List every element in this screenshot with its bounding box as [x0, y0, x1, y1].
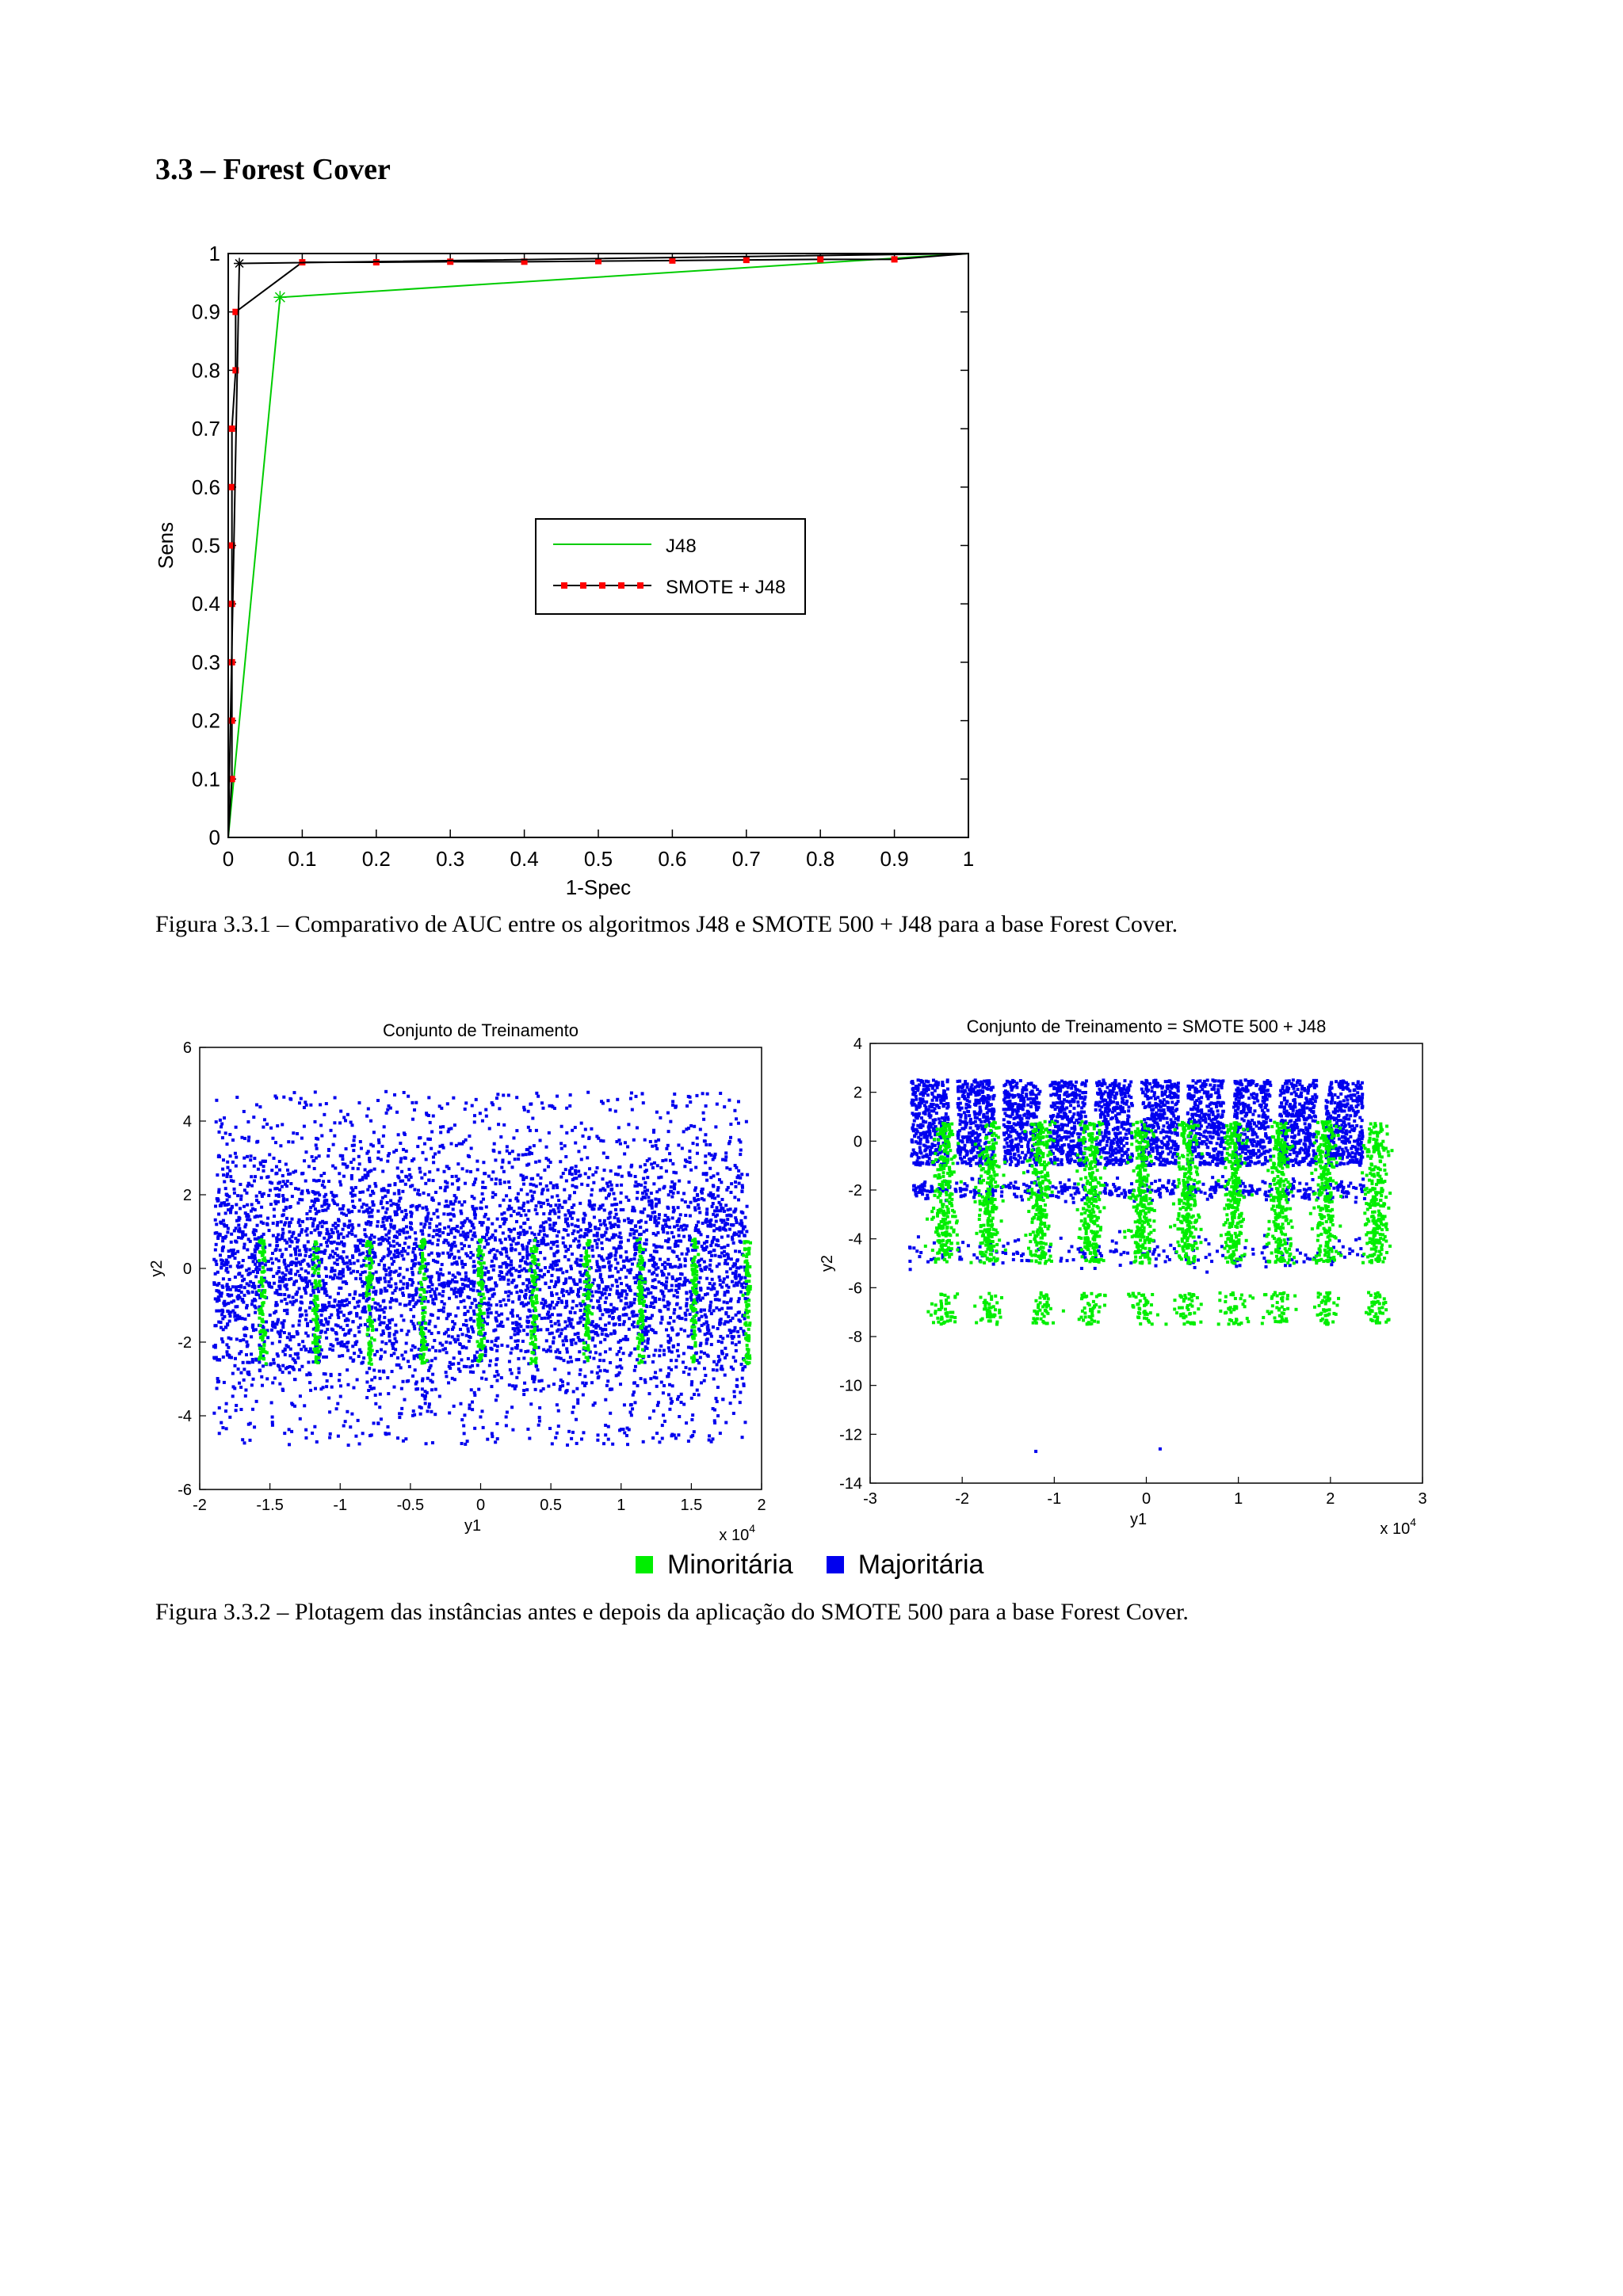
- x-tick-label: 1: [617, 1497, 626, 1514]
- x-tick-label: 1.5: [680, 1497, 703, 1514]
- x-tick-label: -1.5: [256, 1497, 284, 1514]
- legend-label-j48: J48: [666, 536, 697, 557]
- y-tick-label: 0.9: [191, 299, 220, 324]
- y-tick-label: 0.4: [191, 592, 220, 616]
- scatter-title: Conjunto de Treinamento: [382, 1020, 579, 1040]
- x-axis-label: y1: [464, 1517, 482, 1535]
- y-tick-label: 0.1: [191, 767, 220, 791]
- x-tick-label: 0.5: [540, 1497, 563, 1514]
- y-tick-label: -4: [178, 1408, 192, 1425]
- x-tick-label: 2: [757, 1497, 766, 1514]
- x-tick-label: 0.4: [510, 847, 539, 871]
- y-tick-label: -6: [178, 1482, 192, 1499]
- x-tick-label: 0.2: [361, 847, 391, 871]
- y-tick-label: 6: [182, 1039, 192, 1057]
- x-tick-label: 0.7: [731, 847, 761, 871]
- y-tick-label: 0.5: [191, 533, 220, 558]
- y-axis-label: y2: [148, 1260, 166, 1277]
- x-tick-label: 0.6: [658, 847, 687, 871]
- figure-1-caption: Figura 3.3.1 – Comparativo de AUC entre os algoritmos J48 e SMOTE 500 + J48 para a base Forest Cover.: [155, 911, 1178, 937]
- legend-label-smote: SMOTE + J48: [666, 577, 786, 598]
- y-tick-label: 0: [208, 826, 220, 849]
- y-tick-label: 0.7: [191, 417, 220, 441]
- x-tick-label: -2: [193, 1497, 207, 1514]
- x-tick-label: 0.8: [806, 847, 835, 871]
- x-tick-label: -1: [333, 1497, 348, 1514]
- x-tick-label: 0: [222, 847, 235, 871]
- y-tick-label: 0.3: [191, 650, 220, 674]
- y-tick-label: 0.8: [191, 358, 220, 383]
- x-tick-label: 1: [962, 847, 975, 871]
- x-tick-label: -0.5: [396, 1497, 425, 1514]
- x-tick-label: 0.3: [436, 847, 465, 871]
- x-tick-label: 0.9: [880, 847, 909, 871]
- y-tick-label: 4: [182, 1113, 192, 1131]
- section-title: 3.3 – Forest Cover: [155, 153, 391, 186]
- y-tick-label: 1: [208, 242, 220, 265]
- y-tick-label: 0.6: [191, 475, 220, 499]
- y-tick-label: 0.2: [191, 708, 220, 733]
- x-tick-label: 0.5: [583, 847, 613, 871]
- y-axis-label: Sens: [154, 521, 178, 570]
- x-tick-label: 0: [475, 1497, 486, 1514]
- y-tick-label: 0: [182, 1261, 192, 1278]
- x-tick-label: 0.1: [288, 847, 317, 871]
- x-multiplier: x $10^4$: [719, 1522, 755, 1544]
- y-tick-label: 2: [182, 1187, 192, 1204]
- x-axis-label: 1-Spec: [565, 875, 632, 899]
- y-tick-label: -2: [178, 1334, 192, 1352]
